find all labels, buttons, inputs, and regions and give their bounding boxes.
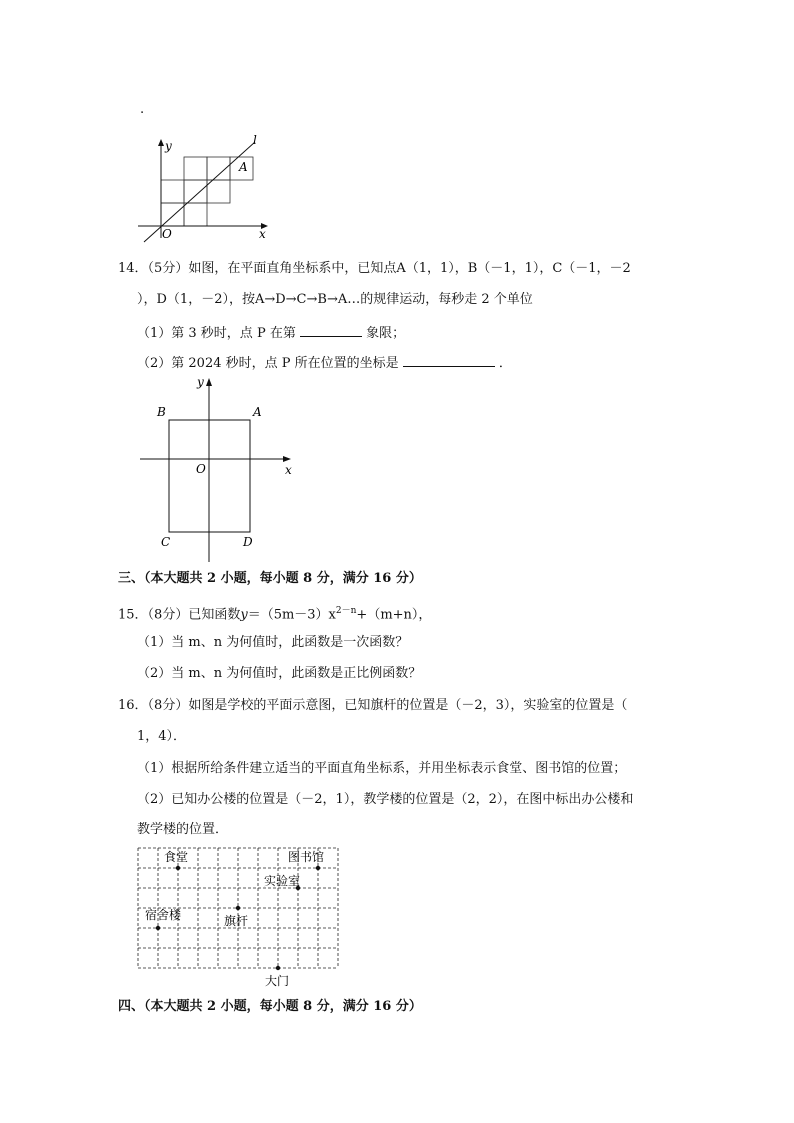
- q16-line2: 1，4）．: [137, 729, 187, 744]
- q14-sub1: [137, 324, 405, 342]
- library-point: [316, 866, 320, 870]
- gate-point: [276, 966, 280, 970]
- q14-label-O: O: [196, 462, 206, 476]
- q15-stem-post: +（m+n），: [356, 607, 432, 623]
- canteen-label: 食堂: [164, 850, 189, 864]
- fig13-label-l: l: [253, 133, 257, 147]
- fig13-label-x: x: [259, 227, 266, 241]
- q14-label-A: A: [253, 405, 262, 419]
- q15-stem-mid: ＝（5m－3）x: [247, 607, 336, 623]
- q14-sub1-post: 象限；: [366, 326, 406, 341]
- q14-sub1-pre: （1）第 3 秒时，点 P 在第: [137, 326, 296, 341]
- q16-sub1: （1）根据所给条件建立适当的平面直角坐标系，并用坐标表示食堂、图书馆的位置；: [137, 761, 627, 776]
- school-map: [130, 840, 350, 990]
- fig13-label-A: A: [239, 160, 248, 174]
- q14-sub2: [137, 354, 512, 372]
- fig13-label-y: y: [165, 139, 172, 153]
- q16-sub2: （2）已知办公楼的位置是（－2，1），教学楼的位置是（2，2），在图中标出办公楼和: [137, 792, 634, 807]
- q14-line2: ），D（1，－2），按A→D→C→B→A…的规律运动，每秒走 2 个单位: [137, 292, 533, 307]
- q14-sub1-blank[interactable]: [300, 324, 362, 337]
- flag-point: [236, 906, 240, 910]
- q14-sub2-pre: （2）第 2024 秒时，点 P 所在位置的坐标是: [137, 356, 399, 371]
- q14-sub2-post: ．: [498, 356, 512, 371]
- q16-line1: 16．（8分）如图是学校的平面示意图，已知旗杆的位置是（－2，3），实验室的位置是（: [118, 698, 628, 713]
- q14-line1: 14．（5分）如图，在平面直角坐标系中，已知点A（1，1），B（－1，1），C（－1，－2: [118, 261, 631, 276]
- q15-stem-y: y: [240, 607, 248, 623]
- flag-label: 旗杆: [224, 914, 249, 928]
- dorm-point: [156, 926, 160, 930]
- q14-x-arrow: [283, 456, 291, 462]
- q15-sub2: （2）当 m、n 为何值时，此函数是正比例函数？: [137, 666, 422, 681]
- canteen-point: [176, 866, 180, 870]
- fig13-coordinate-figure: [130, 130, 280, 245]
- section-3-heading: 三、（本大题共 2 小题，每小题 8 分，满分 16 分）: [118, 571, 422, 586]
- q14-label-B: B: [157, 405, 166, 419]
- dorm-label: 宿舍楼: [145, 908, 182, 922]
- section-4-heading: 四、（本大题共 2 小题，每小题 8 分，满分 16 分）: [118, 999, 422, 1014]
- fig13-y-arrow: [158, 139, 164, 146]
- q14-label-y: y: [197, 375, 204, 389]
- fig13-label-O: O: [162, 227, 172, 241]
- gate-label: 大门: [265, 974, 290, 988]
- q15-sub1: （1）当 m、n 为何值时，此函数是一次函数？: [137, 635, 409, 650]
- lab-label: 实验室: [264, 874, 301, 888]
- q14-label-D: D: [243, 535, 253, 549]
- q15-stem-pre: 15．（8分）已知函数: [118, 607, 241, 623]
- q14-label-C: C: [161, 535, 171, 549]
- library-label: 图书馆: [288, 850, 325, 864]
- q15-stem: [118, 603, 431, 623]
- q14-figure: [135, 372, 305, 567]
- q14-y-arrow: [206, 378, 212, 386]
- q15-stem-exp: 2－n: [335, 606, 357, 616]
- q16-sub2b: 教学楼的位置．: [137, 822, 229, 837]
- q14-sub2-blank[interactable]: [403, 354, 495, 367]
- q14-label-x: x: [285, 463, 292, 477]
- stray-dot: .: [140, 102, 145, 117]
